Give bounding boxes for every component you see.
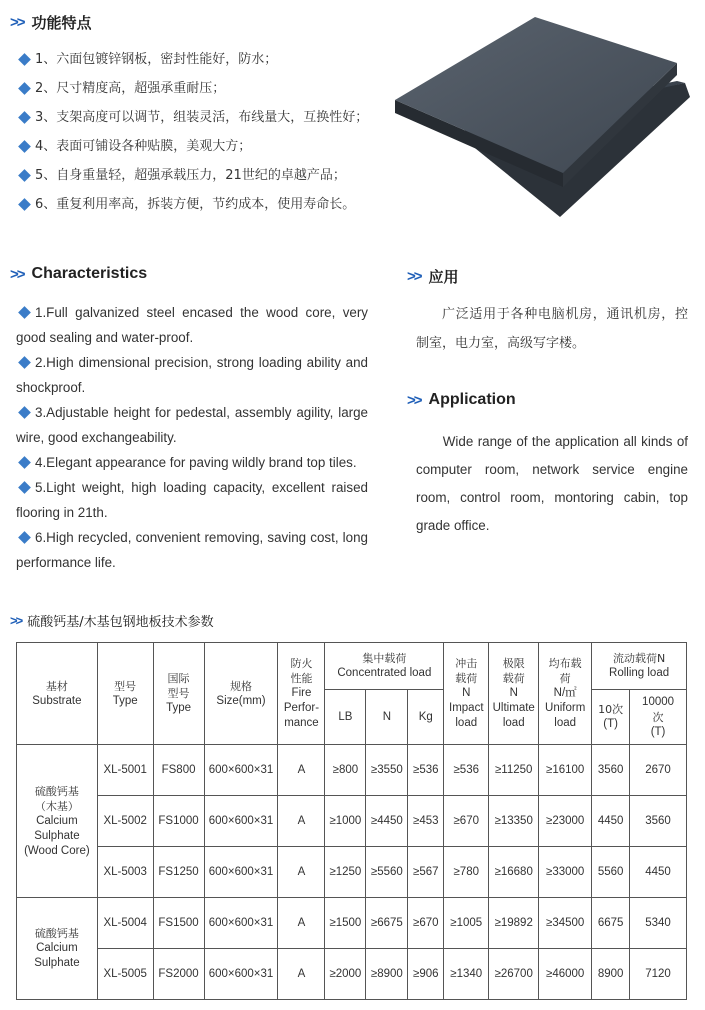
cell-uniform: ≥23000 [539, 796, 592, 847]
cell-ultimate: ≥26700 [489, 949, 539, 1000]
features-cn-title: 功能特点 [31, 14, 92, 32]
table-title-text: 硫酸钙基/木基包钢地板技术参数 [27, 615, 214, 630]
cell-fire: A [278, 847, 325, 898]
list-item: 2.High dimensional precision, strong loading ability and shockproof. [16, 355, 368, 395]
list-item: 1、六面包镀锌钢板，密封性能好，防水； [16, 45, 378, 74]
diamond-bullet-icon [18, 198, 31, 211]
list-item: 3.Adjustable height for pedestal, assembly agility, large wire, good exchangeability. [16, 405, 368, 445]
cell-size: 600×600×31 [204, 796, 278, 847]
cell-rolling-10000: 4450 [630, 847, 687, 898]
cell-uniform: ≥33000 [539, 847, 592, 898]
cell-n: ≥4450 [366, 796, 408, 847]
cell-kg: ≥670 [408, 898, 444, 949]
features-cn-heading [10, 12, 92, 33]
cell-intl: FS1000 [153, 796, 204, 847]
list-item: 1.Full galvanized steel encased the wood core, very good sealing and water-proof. [16, 305, 368, 345]
cell-rolling-10000: 2670 [630, 745, 687, 796]
cell-rolling-10000: 5340 [630, 898, 687, 949]
diamond-bullet-icon [18, 307, 31, 320]
cell-n: ≥5560 [366, 847, 408, 898]
list-item: 4、表面可铺设各种贴膜，美观大方； [16, 132, 378, 161]
diamond-bullet-icon [18, 53, 31, 66]
cell-kg: ≥536 [408, 745, 444, 796]
spec-table [16, 642, 687, 1000]
characteristics-title: Characteristics [31, 265, 148, 282]
cell-ultimate: ≥16680 [489, 847, 539, 898]
cell-fire: A [278, 745, 325, 796]
cell-uniform: ≥16100 [539, 745, 592, 796]
header-size: 规格 Size(mm) [204, 643, 278, 745]
substrate-group-1: 硫酸钙基 （木基） Calcium Sulphate (Wood Core) [17, 745, 98, 898]
header-conc-n: N [366, 690, 408, 745]
diamond-bullet-icon [18, 357, 31, 370]
table-row [17, 949, 687, 1000]
characteristics-list [16, 300, 368, 575]
double-chevron-icon: >> [10, 265, 24, 283]
application-cn-title: 应用 [428, 268, 459, 286]
list-item: 6.High recycled, convenient removing, saving cost, long performance life. [16, 530, 368, 570]
cell-size: 600×600×31 [204, 898, 278, 949]
cell-ultimate: ≥11250 [489, 745, 539, 796]
list-item: 4.Elegant appearance for paving wildly brand top tiles. [16, 450, 368, 475]
header-uniform-load: 均布载 荷 N/㎡ Uniform load [539, 643, 592, 745]
cell-type: XL-5003 [97, 847, 153, 898]
cell-rolling-10: 4450 [592, 796, 630, 847]
cell-rolling-10: 8900 [592, 949, 630, 1000]
substrate-group-2: 硫酸钙基 Calcium Sulphate [17, 898, 98, 1000]
cell-lb: ≥800 [325, 745, 366, 796]
header-type: 型号 Type [97, 643, 153, 745]
cell-uniform: ≥34500 [539, 898, 592, 949]
cell-fire: A [278, 796, 325, 847]
header-rolling-load: 流动载荷N Rolling load [592, 643, 687, 690]
double-chevron-icon: >> [407, 268, 421, 285]
cell-kg: ≥906 [408, 949, 444, 1000]
diamond-bullet-icon [18, 140, 31, 153]
application-cn-text: 广泛适用于各种电脑机房，通讯机房，控制室，电力室，高级写字楼。 [416, 307, 688, 351]
cell-rolling-10: 5560 [592, 847, 630, 898]
list-item: 3、支架高度可以调节，组装灵活，布线量大，互换性好； [16, 103, 378, 132]
cell-impact: ≥1005 [444, 898, 489, 949]
features-cn-list [16, 45, 378, 219]
cell-intl: FS1250 [153, 847, 204, 898]
header-fire: 防火 性能 Fire Perfor- mance [278, 643, 325, 745]
diamond-bullet-icon [18, 457, 31, 470]
table-title [10, 611, 214, 630]
double-chevron-icon: >> [10, 613, 22, 628]
cell-rolling-10000: 7120 [630, 949, 687, 1000]
double-chevron-icon: >> [407, 391, 421, 409]
header-rolling-10: 10次 (T) [592, 690, 630, 745]
cell-impact: ≥670 [444, 796, 489, 847]
list-item: 2、尺寸精度高，超强承重耐压； [16, 74, 378, 103]
floor-panel-image [385, 5, 695, 220]
cell-lb: ≥2000 [325, 949, 366, 1000]
cell-n: ≥8900 [366, 949, 408, 1000]
cell-type: XL-5005 [97, 949, 153, 1000]
header-rolling-10000: 10000 次 (T) [630, 690, 687, 745]
table-row [17, 847, 687, 898]
header-ultimate-load: 极限 载荷 N Ultimate load [489, 643, 539, 745]
application-cn-heading [407, 266, 459, 287]
cell-rolling-10000: 3560 [630, 796, 687, 847]
diamond-bullet-icon [18, 407, 31, 420]
application-en-text: Wide range of the application all kinds of computer room, network service engine room, control room, montoring cabin, top grade office. [416, 434, 688, 533]
header-conc-lb: LB [325, 690, 366, 745]
application-en-heading [407, 391, 516, 409]
diamond-bullet-icon [18, 169, 31, 182]
list-item: 5、自身重量轻，超强承载压力，21世纪的卓越产品； [16, 161, 378, 190]
cell-lb: ≥1000 [325, 796, 366, 847]
table-row [17, 745, 687, 796]
cell-ultimate: ≥19892 [489, 898, 539, 949]
cell-size: 600×600×31 [204, 847, 278, 898]
header-intl-type: 国际 型号 Type [153, 643, 204, 745]
cell-rolling-10: 6675 [592, 898, 630, 949]
header-substrate: 基材 Substrate [17, 643, 98, 745]
diamond-bullet-icon [18, 482, 31, 495]
table-row [17, 898, 687, 949]
cell-rolling-10: 3560 [592, 745, 630, 796]
cell-kg: ≥453 [408, 796, 444, 847]
header-impact-load: 冲击 载荷 N Impact load [444, 643, 489, 745]
diamond-bullet-icon [18, 82, 31, 95]
cell-size: 600×600×31 [204, 745, 278, 796]
cell-type: XL-5001 [97, 745, 153, 796]
cell-fire: A [278, 949, 325, 1000]
cell-uniform: ≥46000 [539, 949, 592, 1000]
cell-fire: A [278, 898, 325, 949]
list-item: 5.Light weight, high loading capacity, excellent raised flooring in 21th. [16, 480, 368, 520]
diamond-bullet-icon [18, 532, 31, 545]
cell-intl: FS1500 [153, 898, 204, 949]
cell-n: ≥3550 [366, 745, 408, 796]
header-conc-kg: Kg [408, 690, 444, 745]
double-chevron-icon: >> [10, 14, 24, 31]
characteristics-heading [10, 265, 147, 283]
cell-impact: ≥780 [444, 847, 489, 898]
cell-impact: ≥536 [444, 745, 489, 796]
cell-intl: FS2000 [153, 949, 204, 1000]
cell-size: 600×600×31 [204, 949, 278, 1000]
cell-type: XL-5004 [97, 898, 153, 949]
application-en-title: Application [428, 391, 516, 408]
cell-lb: ≥1500 [325, 898, 366, 949]
cell-kg: ≥567 [408, 847, 444, 898]
list-item: 6、重复利用率高，拆装方便，节约成本，使用寿命长。 [16, 190, 378, 219]
cell-ultimate: ≥13350 [489, 796, 539, 847]
header-concentrated-load: 集中载荷 Concentrated load [325, 643, 444, 690]
cell-impact: ≥1340 [444, 949, 489, 1000]
cell-intl: FS800 [153, 745, 204, 796]
cell-n: ≥6675 [366, 898, 408, 949]
diamond-bullet-icon [18, 111, 31, 124]
table-row [17, 796, 687, 847]
cell-lb: ≥1250 [325, 847, 366, 898]
cell-type: XL-5002 [97, 796, 153, 847]
